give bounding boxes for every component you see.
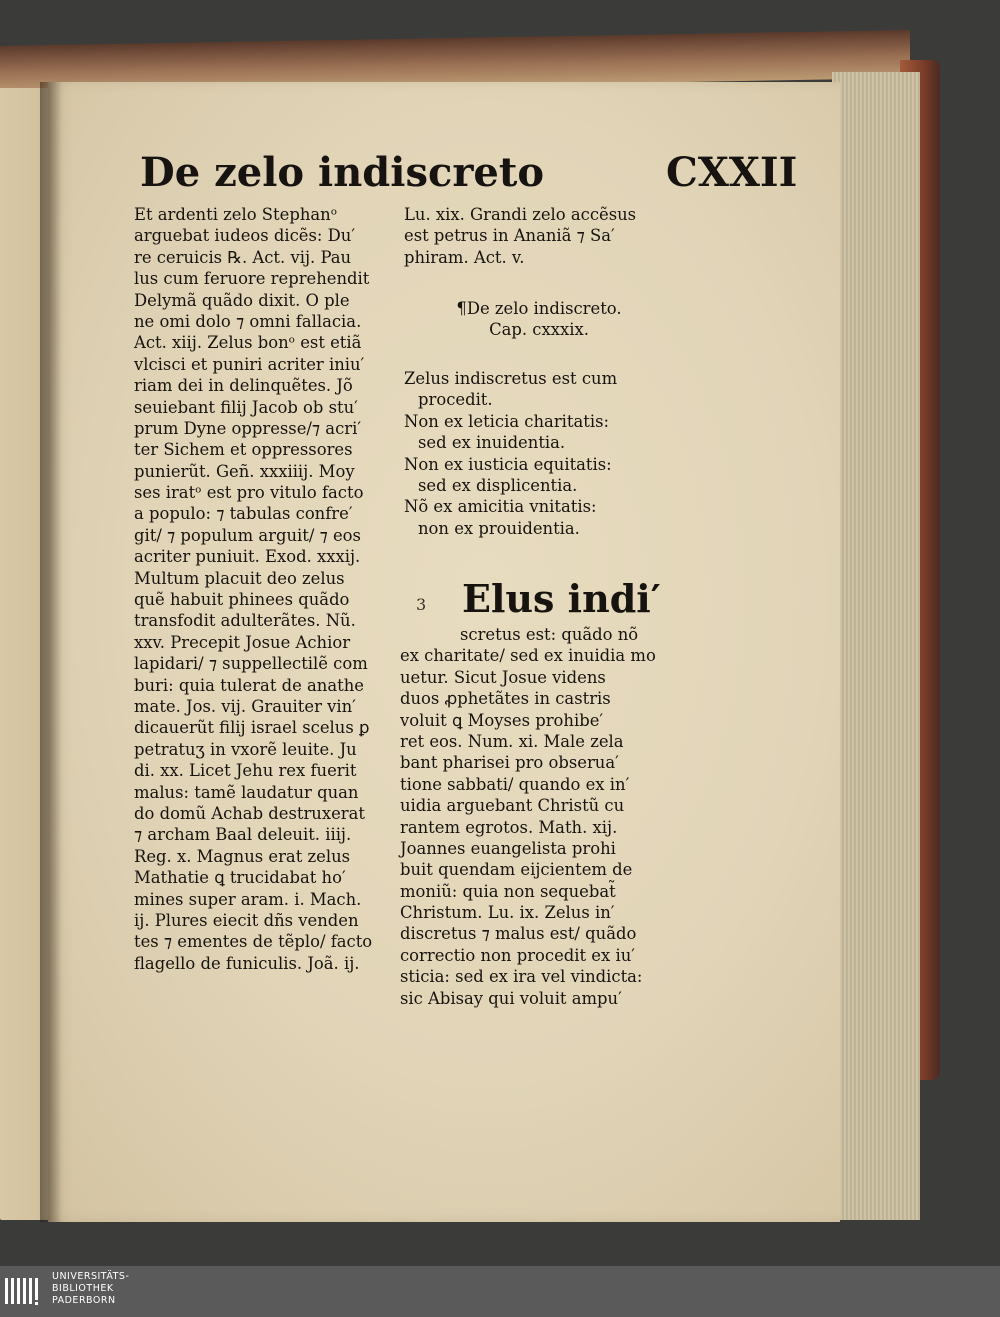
text-line: mines super aram. i. Mach.	[134, 889, 362, 909]
logo-line: BIBLIOTHEK	[52, 1283, 114, 1294]
logo-line: UNIVERSITÄTS-	[52, 1271, 130, 1282]
text-line: di. xx. Licet Jehu rex fuerit	[134, 761, 357, 781]
logo-line: PADERBORN	[52, 1295, 116, 1306]
heading-line: ¶De zelo indiscreto.	[456, 299, 622, 318]
library-footer	[0, 1266, 1000, 1317]
verse-line: Non ex leticia charitatis:	[404, 411, 610, 431]
text-line: ses iratᵒ est pro vitulo facto	[134, 483, 364, 503]
text-line: Joannes euangelista prohi	[400, 838, 616, 858]
text-line: voluit ꝗ Moyses prohibe′	[400, 710, 604, 730]
text-line: lapidari/ ⁊ suppellectilẽ com	[134, 654, 368, 674]
text-line: Christum. Lu. ix. Zelus in′	[400, 903, 615, 923]
text-line: petratuʒ in vxorẽ leuite. Ju	[134, 739, 357, 759]
text-line: phiram. Act. v.	[404, 247, 525, 267]
running-head	[140, 149, 798, 200]
text-line: prum Dyne oppresse/⁊ acri′	[134, 418, 362, 438]
text-line: ij. Plures eiecit dñs venden	[134, 910, 359, 930]
text-line: seuiebant filij Jacob ob stu′	[134, 397, 358, 417]
text-line: dicauerũt filij israel scelus ꝑ	[134, 718, 370, 738]
right-body-text	[400, 624, 670, 1009]
text-line: a populo: ⁊ tabulas confre′	[134, 504, 353, 524]
text-line: xxv. Precepit Josue Achior	[134, 632, 351, 652]
running-head-title: De zelo indiscreto	[140, 149, 545, 196]
text-line: ⁊ archam Baal deleuit. iiij.	[134, 825, 352, 845]
text-line: riam dei in delinquẽtes. Jõ	[134, 376, 353, 396]
text-line: malus: tamẽ laudatur quan	[134, 782, 359, 802]
verse-line: procedit.	[418, 390, 493, 410]
text-line: transfodit adulterãtes. Nũ.	[134, 611, 356, 631]
text-line: vlcisci et puniri acriter iniu′	[134, 354, 365, 374]
text-line: ret eos. Num. xi. Male zela	[400, 731, 624, 751]
text-line: duos ꝓphetãtes in castris	[400, 689, 611, 709]
verse-line: sed ex displicentia.	[418, 475, 578, 495]
text-line: do domũ Achab destruxerat	[134, 803, 366, 823]
text-line: git/ ⁊ populum arguit/ ⁊ eos	[134, 525, 361, 545]
text-line: re ceruicis ℞. Act. vij. Pau	[134, 247, 352, 267]
folio-number: CXXII	[666, 149, 798, 196]
text-line: Act. xiij. Zelus bonᵒ est etiã	[134, 333, 362, 353]
text-line: bant pharisei pro obserua′	[400, 753, 619, 773]
text-line: tione sabbati/ quando ex in′	[400, 774, 630, 794]
library-logo-text	[52, 1271, 129, 1307]
text-line: mate. Jos. vij. Grauiter vin′	[134, 696, 356, 716]
text-line: ne omi dolo ⁊ omni fallacia.	[134, 311, 362, 331]
page-stack-edges	[832, 72, 920, 1220]
text-line: rantem egrotos. Math. xij.	[400, 817, 618, 837]
text-line: Reg. x. Magnus erat zelus	[134, 846, 351, 866]
verse-line: Zelus indiscretus est cum	[404, 369, 618, 388]
text-line: ter Sichem et oppressores	[134, 440, 353, 460]
text-line: est petrus in Ananiã ⁊ Sa′	[404, 226, 615, 246]
text-line: quẽ habuit phinees quãdo	[134, 590, 350, 610]
verse-list	[404, 368, 674, 539]
text-line: moniũ: quia non sequebat̃	[400, 881, 616, 901]
right-top-text	[404, 204, 674, 268]
chapter-initial-line: Elus indi′	[462, 576, 661, 621]
verse-line: Non ex iusticia equitatis:	[404, 454, 612, 474]
text-line: Delymã quãdo dixit. O ple	[134, 290, 350, 310]
text-line: Et ardenti zelo Stephanᵒ	[134, 205, 338, 224]
verse-line: non ex prouidentia.	[418, 518, 580, 538]
text-line: Mathatie ꝗ trucidabat ho′	[134, 868, 346, 888]
text-line: Multum placuit deo zelus	[134, 568, 345, 588]
text-line: arguebat iudeos dicẽs: Du′	[134, 226, 356, 246]
text-line: uidia arguebant Christũ cu	[400, 796, 625, 816]
text-line: buit quendam eijcientem de	[400, 860, 633, 880]
verse-line: Nõ ex amicitia vnitatis:	[404, 497, 597, 517]
library-logo-icon	[4, 1272, 44, 1312]
verse-line: sed ex inuidentia.	[418, 433, 566, 453]
heading-line: Cap. cxxxix.	[489, 320, 589, 340]
text-line: Lu. xix. Grandi zelo accẽsus	[404, 205, 637, 224]
text-line: punierũt. Geñ. xxxiiij. Moy	[134, 461, 355, 481]
text-line: flagello de funiculis. Joã. ij.	[134, 953, 360, 973]
text-line: lus cum feruore reprehendit	[134, 269, 370, 289]
text-line: acriter puniuit. Exod. xxxij.	[134, 547, 361, 567]
text-line: sticia: sed ex ira vel vindicta:	[400, 967, 643, 987]
text-line: ex charitate/ sed ex inuidia mo	[400, 646, 656, 666]
margin-number: 3	[416, 595, 427, 614]
text-line: sic Abisay qui voluit ampu′	[400, 988, 622, 1008]
left-text-column	[134, 204, 384, 974]
text-line: tes ⁊ ementes de tẽplo/ facto	[134, 932, 373, 952]
text-line: discretus ⁊ malus est/ quãdo	[400, 924, 637, 944]
gutter-shadow	[40, 82, 62, 1222]
text-line: correctio non procedit ex iu′	[400, 945, 635, 965]
text-line: scretus est: quãdo nõ	[460, 625, 639, 644]
chapter-heading	[404, 298, 674, 341]
text-line: uetur. Sicut Josue videns	[400, 667, 606, 687]
text-line: buri: quia tulerat de anathe	[134, 675, 364, 695]
